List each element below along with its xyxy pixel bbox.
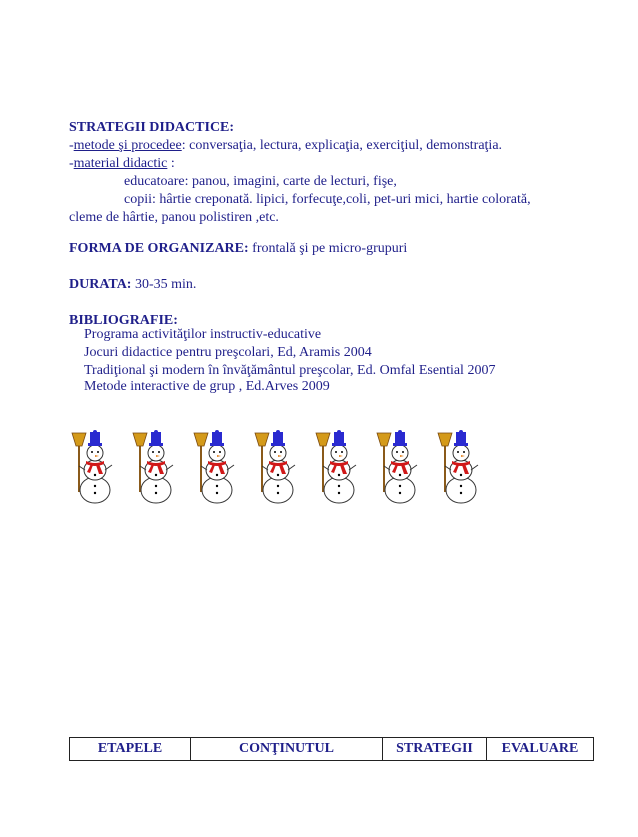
lesson-plan-table (69, 737, 594, 761)
forma-line (69, 240, 407, 258)
table-header-cell: EVALUARE (487, 738, 594, 761)
bibliografie-item: Programa activităţilor instructiv-educative (84, 327, 322, 342)
table-header-cell: ETAPELE (70, 738, 191, 761)
durata-text: 30-35 min. (131, 277, 197, 292)
strategii-heading: STRATEGII DIDACTICE: (69, 120, 235, 135)
forma-heading: FORMA DE ORGANIZARE: (69, 241, 249, 256)
snowman-icon (251, 430, 301, 505)
bibliografie-item: Metode interactive de grup , Ed.Arves 2009 (84, 379, 330, 394)
snowman-icon (434, 430, 484, 505)
table-header-cell: STRATEGII (383, 738, 487, 761)
durata-line (69, 276, 196, 294)
bibliografie-item: Jocuri didactice pentru preşcolari, Ed, Aramis 2004 (84, 345, 372, 360)
snowman-decoration-row (68, 430, 508, 505)
material-line (69, 155, 175, 173)
educatoare-line: educatoare: panou, imagini, carte de lecturi, fişe, (124, 174, 397, 189)
durata-heading: DURATA: (69, 277, 132, 292)
metode-label: metode şi procedee (73, 138, 182, 153)
snowman-icon (373, 430, 423, 505)
bibliografie-heading: BIBLIOGRAFIE: (69, 313, 178, 328)
material-label: material didactic (73, 156, 168, 171)
snowman-icon (68, 430, 118, 505)
copii-line: copii: hârtie creponată. lipici, forfecuţe,coli, pet-uri mici, hartie colorată, (124, 192, 531, 207)
material-prefix: - (69, 156, 74, 171)
snowman-icon (312, 430, 362, 505)
bibliografie-item: Tradiţional şi modern în învăţământul preşcolar, Ed. Omfal Esential 2007 (84, 363, 496, 378)
table-header-cell: CONŢINUTUL (191, 738, 383, 761)
copii-continuation-line: cleme de hârtie, panou polistiren ,etc. (69, 210, 279, 225)
snowman-icon (190, 430, 240, 505)
material-text: : (167, 156, 175, 171)
snowman-icon (129, 430, 179, 505)
table-header-row (70, 738, 594, 761)
metode-text: : conversaţia, lectura, explicaţia, exerciţiul, demonstraţia. (181, 138, 503, 153)
metode-line (69, 137, 502, 155)
forma-text: frontală şi pe micro-grupuri (248, 241, 408, 256)
metode-prefix: - (69, 138, 74, 153)
